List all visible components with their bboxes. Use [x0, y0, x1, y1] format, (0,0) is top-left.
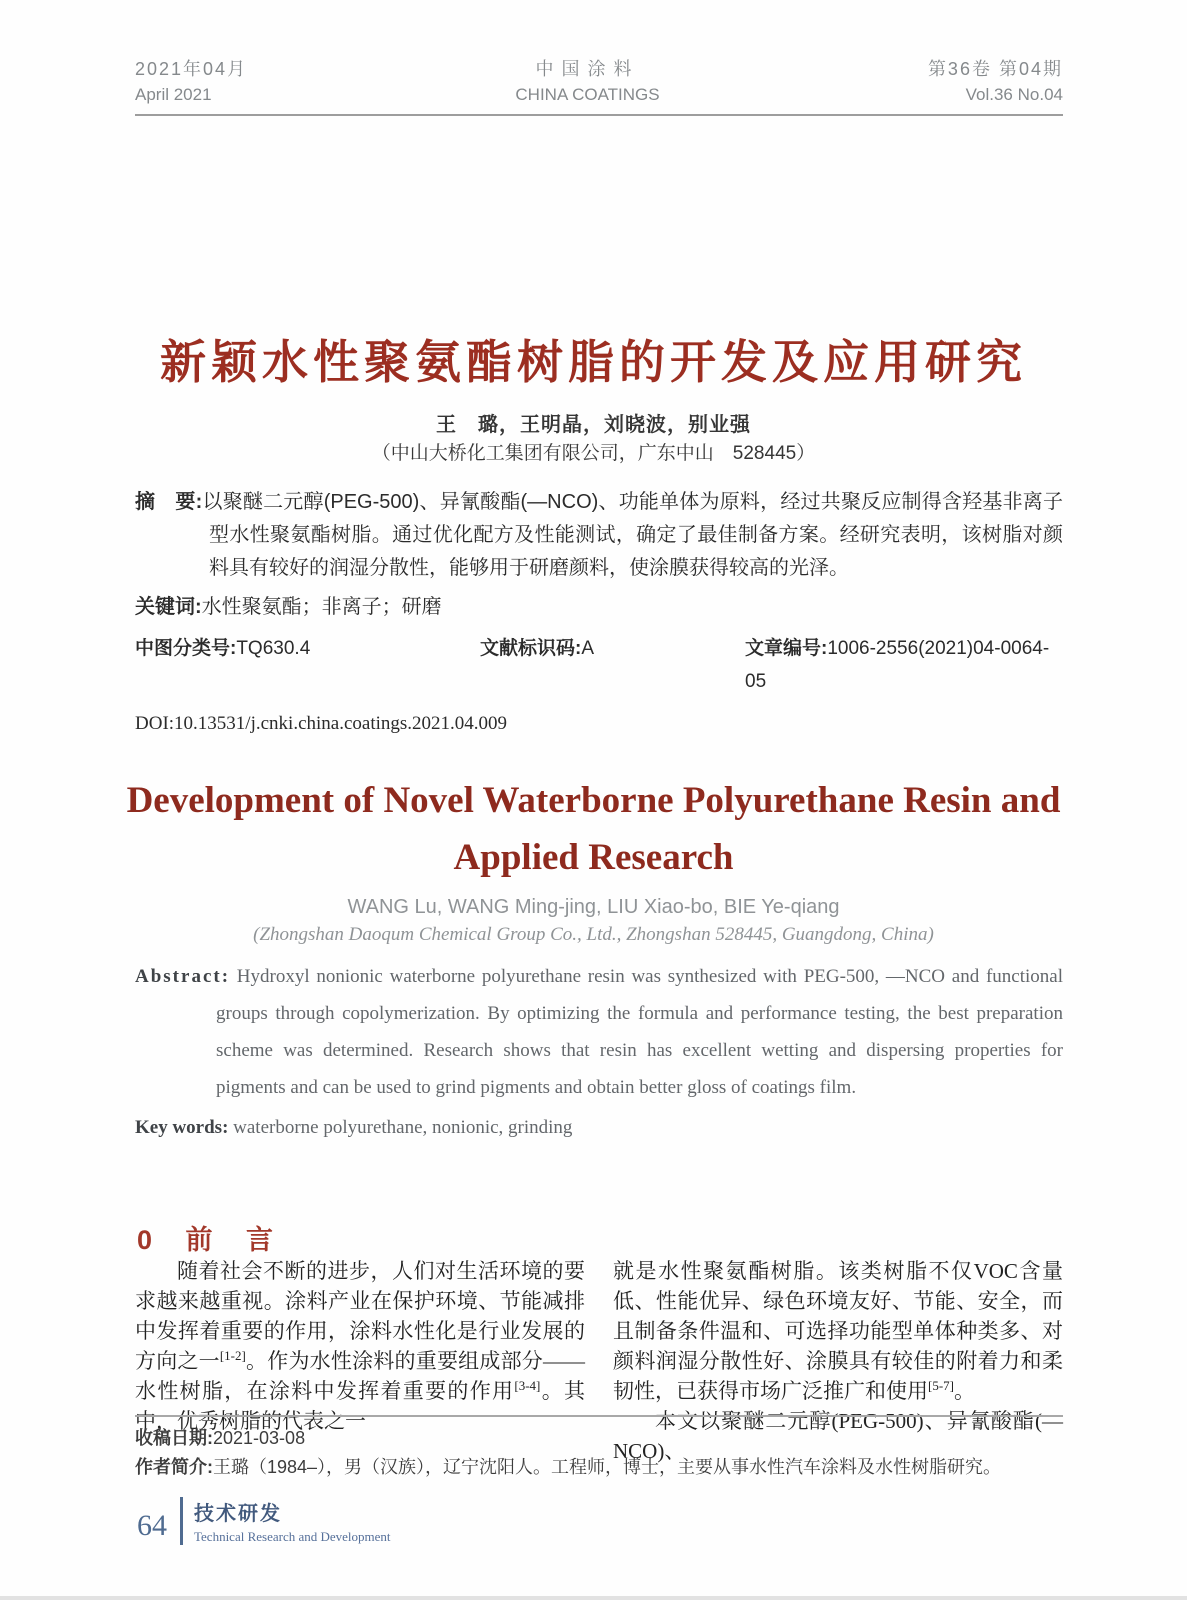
- header-issue: [135, 56, 247, 108]
- english-meta-block: [135, 958, 1063, 1146]
- footer-column-title: [194, 1497, 391, 1545]
- doc-code-value: A: [581, 638, 595, 659]
- affiliation-en: (Zhongshan Daoqum Chemical Group Co., Ltd., Zhongshan 528445, Guangdong, China): [253, 924, 934, 945]
- authors-cn: 王 璐，王明晶，刘晓波，别业强: [436, 414, 751, 436]
- abstract-en-label: Abstract:: [135, 966, 231, 987]
- footer-column-cn: 技术研发: [194, 1503, 282, 1525]
- article-id-label: 文章编号:: [745, 638, 828, 659]
- authors-en: WANG Lu, WANG Ming-jing, LIU Xiao-bo, BIE Ye-qiang: [347, 896, 840, 918]
- footer-column-en: Technical Research and Development: [194, 1529, 391, 1544]
- body-paragraph: 本文以聚醚二元醇(PEG-500)、异氰酸酯(—NCO)、: [613, 1409, 1063, 1463]
- keywords-en: [135, 1109, 1063, 1146]
- clc-item: [135, 632, 480, 698]
- journal-name-en: CHINA COATINGS: [515, 85, 660, 104]
- issue-date-cn: 2021年04月: [135, 59, 248, 79]
- author-bio-label: 作者简介:: [135, 1457, 213, 1477]
- article-id-value: 1006-2556(2021)04-0064-05: [745, 638, 1050, 692]
- doi: DOI:10.13531/j.cnki.china.coatings.2021.04.009: [135, 713, 508, 734]
- abstract-cn-text: 以聚醚二元醇(PEG-500)、异氰酸酯(—NCO)、功能单体为原料，经过共聚反应制得含羟基非离子型水性聚氨酯树脂。通过优化配方及性能测试，确定了最佳制备方案。经研究表明，该树脂对颜料具有较好的润湿分散性，能够用于研磨颜料，使涂膜获得较高的光泽。: [202, 491, 1063, 579]
- reference-superscript: [3-4]: [514, 1378, 541, 1393]
- clc-label: 中图分类号:: [135, 638, 237, 659]
- page-number: 64: [137, 1509, 167, 1542]
- body-paragraph: 随着社会不断的进步，人们对生活环境的要求越来越重视。涂料产业在保护环境、节能减排中发挥着重要的作用，涂料水性化是行业发展的方向之一[1-2]。作为水性涂料的重要组成部分——水性树脂，在涂料中发挥着重要的作用[3-4]。其中，优秀树脂的代表之一: [135, 1259, 586, 1433]
- received-date-label: 收稿日期:: [135, 1428, 213, 1448]
- footnote-divider: [135, 1415, 1063, 1417]
- abstract-en-text: [230, 966, 237, 987]
- abstract-en: [135, 958, 1063, 1106]
- abstract-cn-label: 摘 要:: [135, 491, 203, 513]
- doc-code-item: [480, 632, 745, 698]
- page-footer: [137, 1497, 391, 1545]
- title-en-line1: Development of Novel Waterborne Polyurethane Resin and: [126, 780, 1061, 821]
- keywords-cn: [135, 591, 1063, 624]
- author-bio-value: 王璐（1984–），男（汉族），辽宁沈阳人。工程师，博士，主要从事水性汽车涂料及水性树脂研究。: [213, 1457, 1002, 1477]
- received-date-line: [135, 1424, 1063, 1453]
- reference-superscript: [5-7]: [928, 1378, 954, 1393]
- header-divider: [135, 114, 1063, 116]
- footnotes: [135, 1424, 1063, 1482]
- clc-value: TQ630.4: [236, 638, 311, 659]
- header-journal: [515, 56, 659, 108]
- issue-date-en: April 2021: [135, 85, 212, 104]
- doc-code-label: 文献标识码:: [480, 638, 582, 659]
- keywords-en-text: waterborne polyurethane, nonionic, grinding: [233, 1117, 573, 1138]
- keywords-en-label: Key words:: [135, 1117, 229, 1138]
- journal-name-cn: 中国涂料: [535, 59, 640, 79]
- article-id-item: [745, 632, 1063, 698]
- keywords-cn-text: 水性聚氨酯；非离子；研磨: [201, 596, 442, 618]
- page-bottom-edge: [0, 1596, 1187, 1600]
- body-paragraph: 就是水性聚氨酯树脂。该类树脂不仅VOC含量低、性能优异、绿色环境友好、节能、安全，而且制备条件温和、可选择功能型单体种类多、对颜料润湿分散性好、涂膜具有较佳的附着力和柔韧性，已获得市场广泛推广和使用[5-7]。: [613, 1259, 1063, 1403]
- footer-divider-bar: [180, 1497, 183, 1545]
- chinese-meta-block: [135, 486, 1063, 740]
- author-bio-line: [135, 1453, 1063, 1482]
- article-title-en: [0, 772, 1187, 886]
- affiliation-cn: （中山大桥化工集团有限公司，广东中山 528445）: [371, 443, 816, 464]
- abstract-cn: [135, 486, 1063, 585]
- abstract-en-body: Hydroxyl nonionic waterborne polyurethane resin was synthesized with PEG-500, —NCO and functional groups through copolymerization. By optimizing the formula and performance testing, the best preparation scheme was determined. Research shows that resin has excellent wetting and dispersing properties for pigments and can be used to grind pigments and obtain better gloss of coatings film.: [216, 966, 1063, 1098]
- volume-issue-cn: 第36卷 第04期: [927, 59, 1063, 79]
- classification-row: [135, 632, 1063, 698]
- section-heading-introduction: 0 前 言: [137, 1225, 276, 1255]
- header-volume: [928, 56, 1063, 108]
- received-date-value: 2021-03-08: [213, 1428, 306, 1448]
- journal-header: [135, 56, 1063, 108]
- volume-issue-en: Vol.36 No.04: [965, 85, 1063, 104]
- reference-superscript: [1-2]: [219, 1348, 246, 1363]
- title-en-line2: Applied Research: [453, 837, 734, 878]
- keywords-cn-label: 关键词:: [135, 596, 202, 618]
- article-title-cn: 新颖水性聚氨酯树脂的开发及应用研究: [160, 336, 1027, 388]
